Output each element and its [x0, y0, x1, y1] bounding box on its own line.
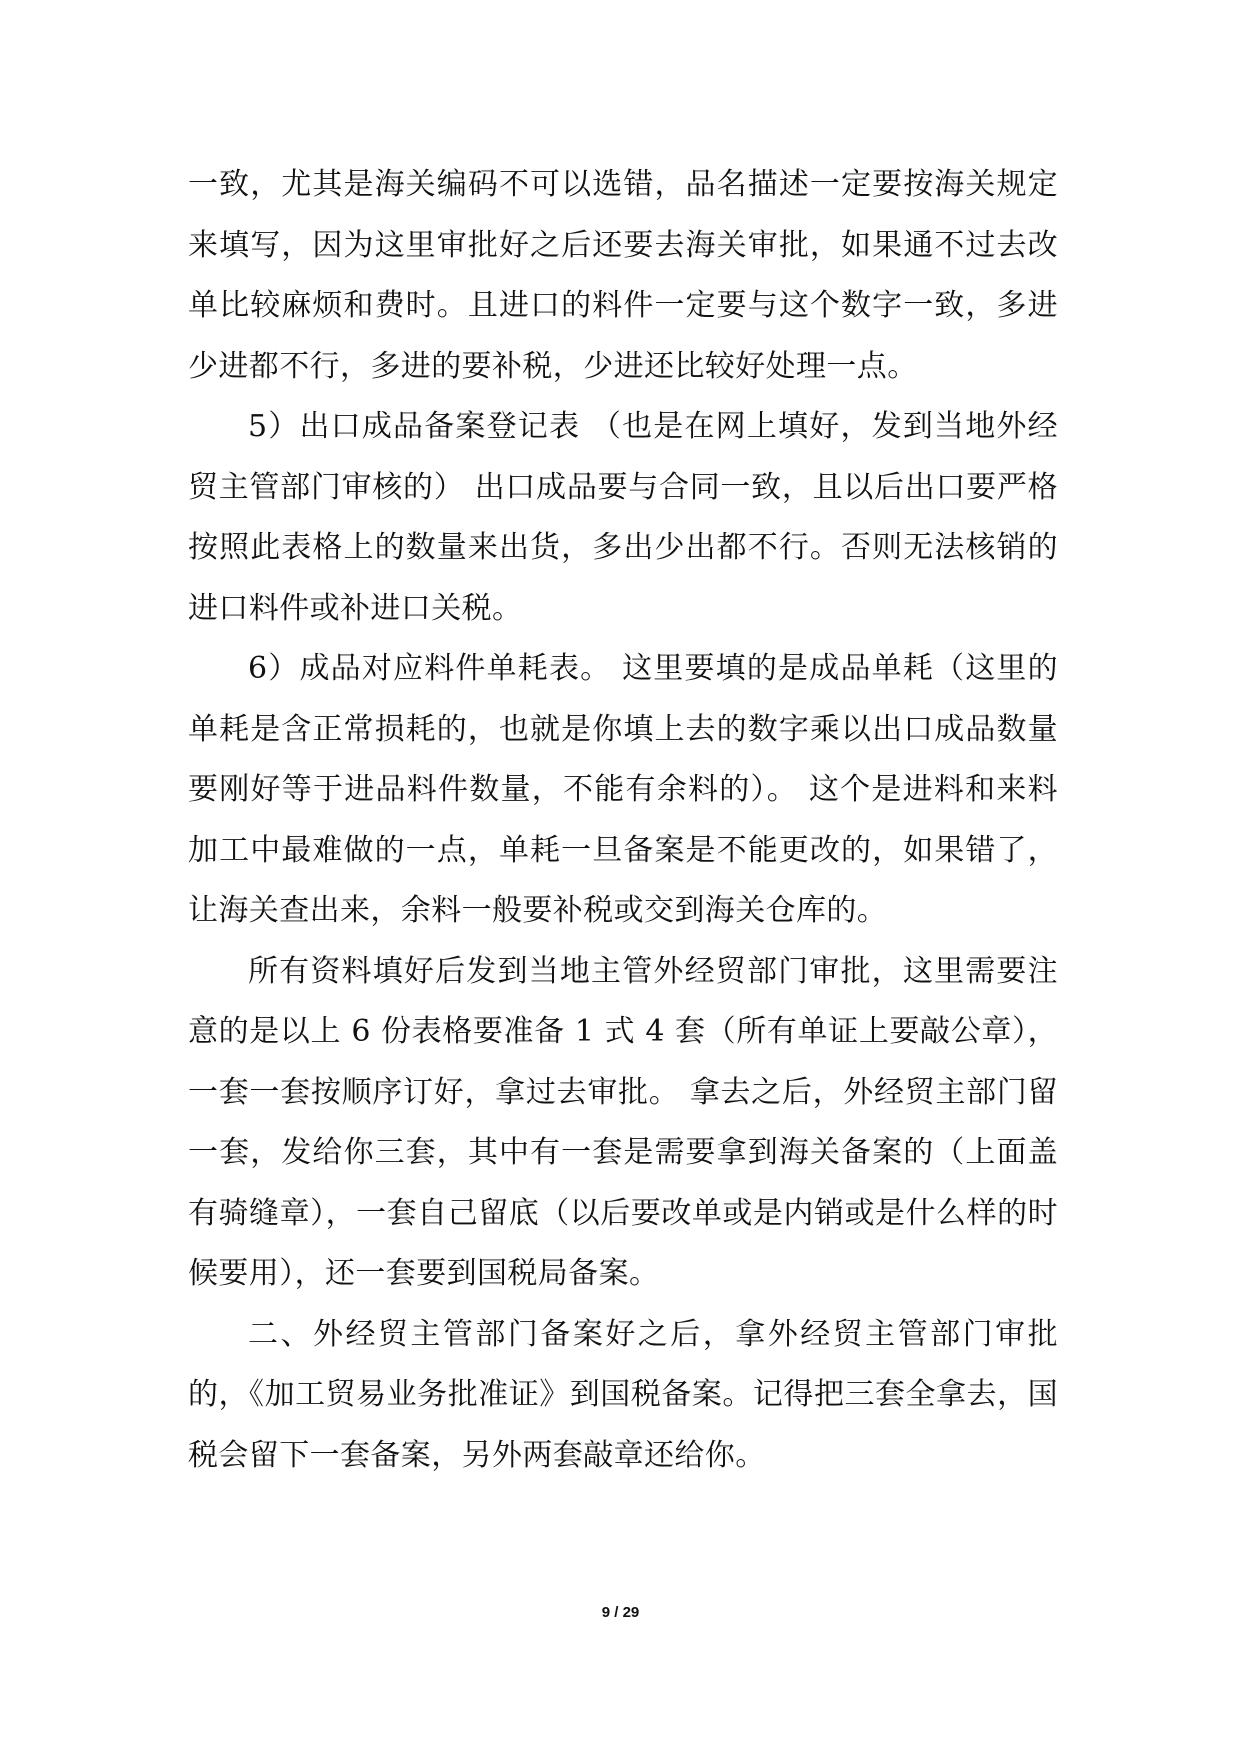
- body-text: [188, 155, 1058, 1486]
- paragraph-item-6: 6）成品对应料件单耗表。 这里要填的是成品单耗（这里的单耗是含正常损耗的，也就是你填上去的数字乘以出口成品数量要刚好等于进品料件数量，不能有余料的）。 这个是进料和来料加工中最难做的一点，单耗一旦备案是不能更改的，如果错了，让海关查出来，余料一般要补税或交到海关仓库的。: [188, 651, 1058, 928]
- paragraph-item-5: 5）出口成品备案登记表 （也是在网上填好，发到当地外经贸主管部门审核的） 出口成品要与合同一致，且以后出口要严格按照此表格上的数量来出货，多出少出都不行。否则无法核销的进口料件或补进口关税。: [188, 409, 1058, 626]
- paragraph-continuation: 一致，尤其是海关编码不可以选错，品名描述一定要按海关规定来填写，因为这里审批好之后还要去海关审批，如果通不过去改单比较麻烦和费时。且进口的料件一定要与这个数字一致，多进少进都不行，多进的要补税，少进还比较好处理一点。: [188, 167, 1058, 384]
- page-number: 9 / 29: [601, 1604, 640, 1621]
- paragraph-approval: 所有资料填好后发到当地主管外经贸部门审批，这里需要注意的是以上 6 份表格要准备 1 式 4 套（所有单证上要敲公章），一套一套按顺序订好，拿过去审批。 拿去之后，外经贸主部门留一套，发给你三套，其中有一套是需要拿到海关备案的（上面盖有骑缝章），一套自己留底（以后要改单或是内销或是什么样的时候要用），还一套要到国税局备案。: [188, 953, 1058, 1291]
- paragraph-section-two: 二、外经贸主管部门备案好之后，拿外经贸主管部门审批的，《加工贸易业务批准证》到国税备案。记得把三套全拿去，国税会留下一套备案，另外两套敲章还给你。: [188, 1316, 1058, 1473]
